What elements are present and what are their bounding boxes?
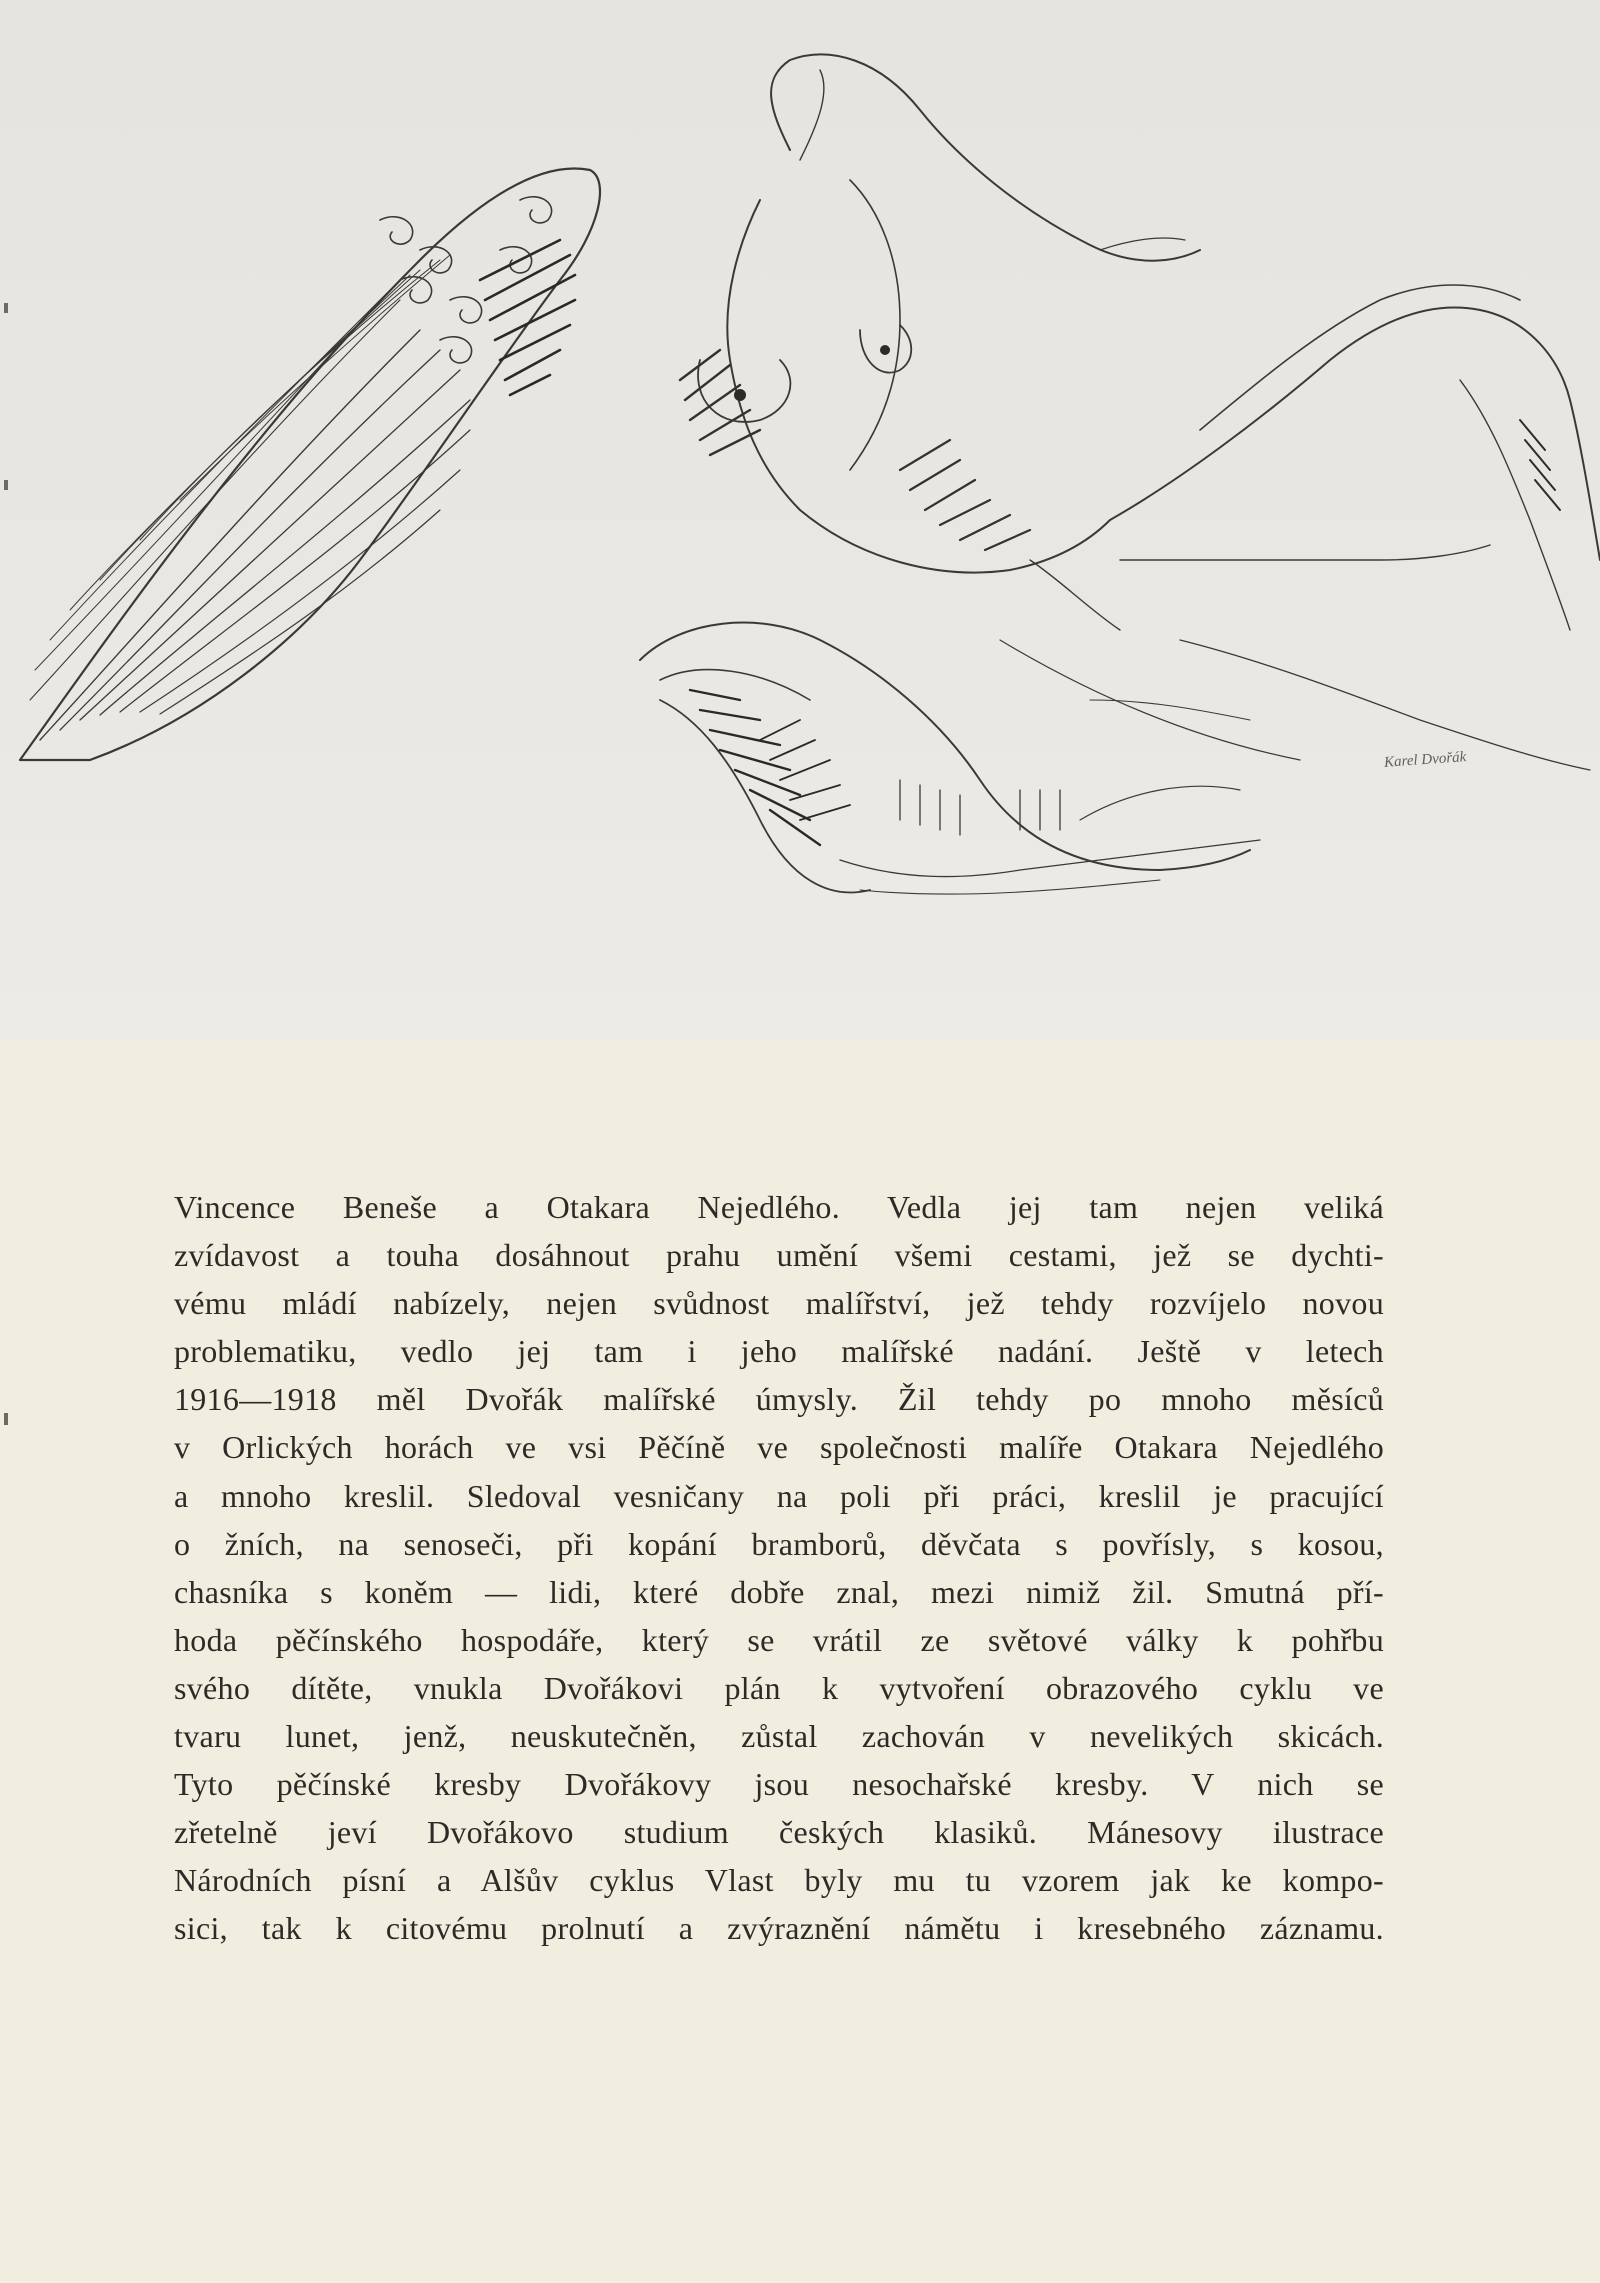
text-line-15: Národních písní a Alšův cyklus Vlast byly mu tu vzorem jak ke kompo- [174, 1862, 1384, 1899]
text-line-7: a mnoho kreslil. Sledoval vesničany na poli při práci, kreslil je pracující [174, 1477, 1384, 1514]
margin-mark-lower [4, 1413, 8, 1425]
text-line-2: zvídavost a touha dosáhnout prahu umění všemi cestami, jež se dychti- [174, 1237, 1384, 1274]
text-line-5: 1916—1918 měl Dvořák malířské úmysly. Žil tehdy po mnoho měsíců [174, 1381, 1384, 1418]
text-line-14: zřetelně jeví Dvořákovo studium českých klasiků. Mánesovy ilustrace [174, 1814, 1384, 1851]
text-line-13: Tyto pěčínské kresby Dvořákovy jsou nesochařské kresby. V nich se [174, 1766, 1384, 1803]
text-line-11: svého dítěte, vnukla Dvořákovi plán k vytvoření obrazového cyklu ve [174, 1669, 1384, 1706]
text-line-4: problematiku, vedlo jej tam i jeho malířské nadání. Ještě v letech [174, 1333, 1384, 1370]
margin-mark-middle [4, 480, 8, 490]
winged-figure-drawing [0, 0, 1600, 1040]
margin-mark-top [4, 303, 8, 313]
text-line-10: hoda pěčínského hospodáře, který se vrátil ze světové války k pohřbu [174, 1621, 1384, 1658]
torso-outline [727, 200, 1110, 573]
text-line-6: v Orlických horách ve vsi Pěčíně ve společnosti malíře Otakara Nejedlého [174, 1429, 1384, 1466]
text-line-16: sici, tak k citovému prolnutí a zvýraznění námětu i kresebného záznamu. [174, 1910, 1384, 1947]
artist-signature: Karel Dvořák [1383, 749, 1467, 771]
text-line-1: Vincence Beneše a Otakara Nejedlého. Vedla jej tam nejen veliká [174, 1189, 1384, 1225]
text-line-9: chasníka s koněm — lidi, které dobře znal, mezi nimiž žil. Smutná pří- [174, 1573, 1384, 1610]
drapery-outline [640, 623, 1250, 870]
text-line-8: o žních, na senoseči, při kopání bramborů, děvčata s povřísly, s kosou, [174, 1525, 1384, 1562]
text-line-3: vému mládí nabízely, nejen svůdnost malířství, jež tehdy rozvíjelo novou [174, 1285, 1384, 1322]
raised-arm [771, 54, 1200, 260]
leg-outline [1110, 307, 1600, 560]
illustration-plate [0, 0, 1600, 1040]
wing-outline [20, 168, 600, 760]
text-line-12: tvaru lunet, jenž, neuskutečněn, zůstal zachován v nevelikých skicách. [174, 1718, 1384, 1755]
article-text [174, 1183, 1384, 1953]
